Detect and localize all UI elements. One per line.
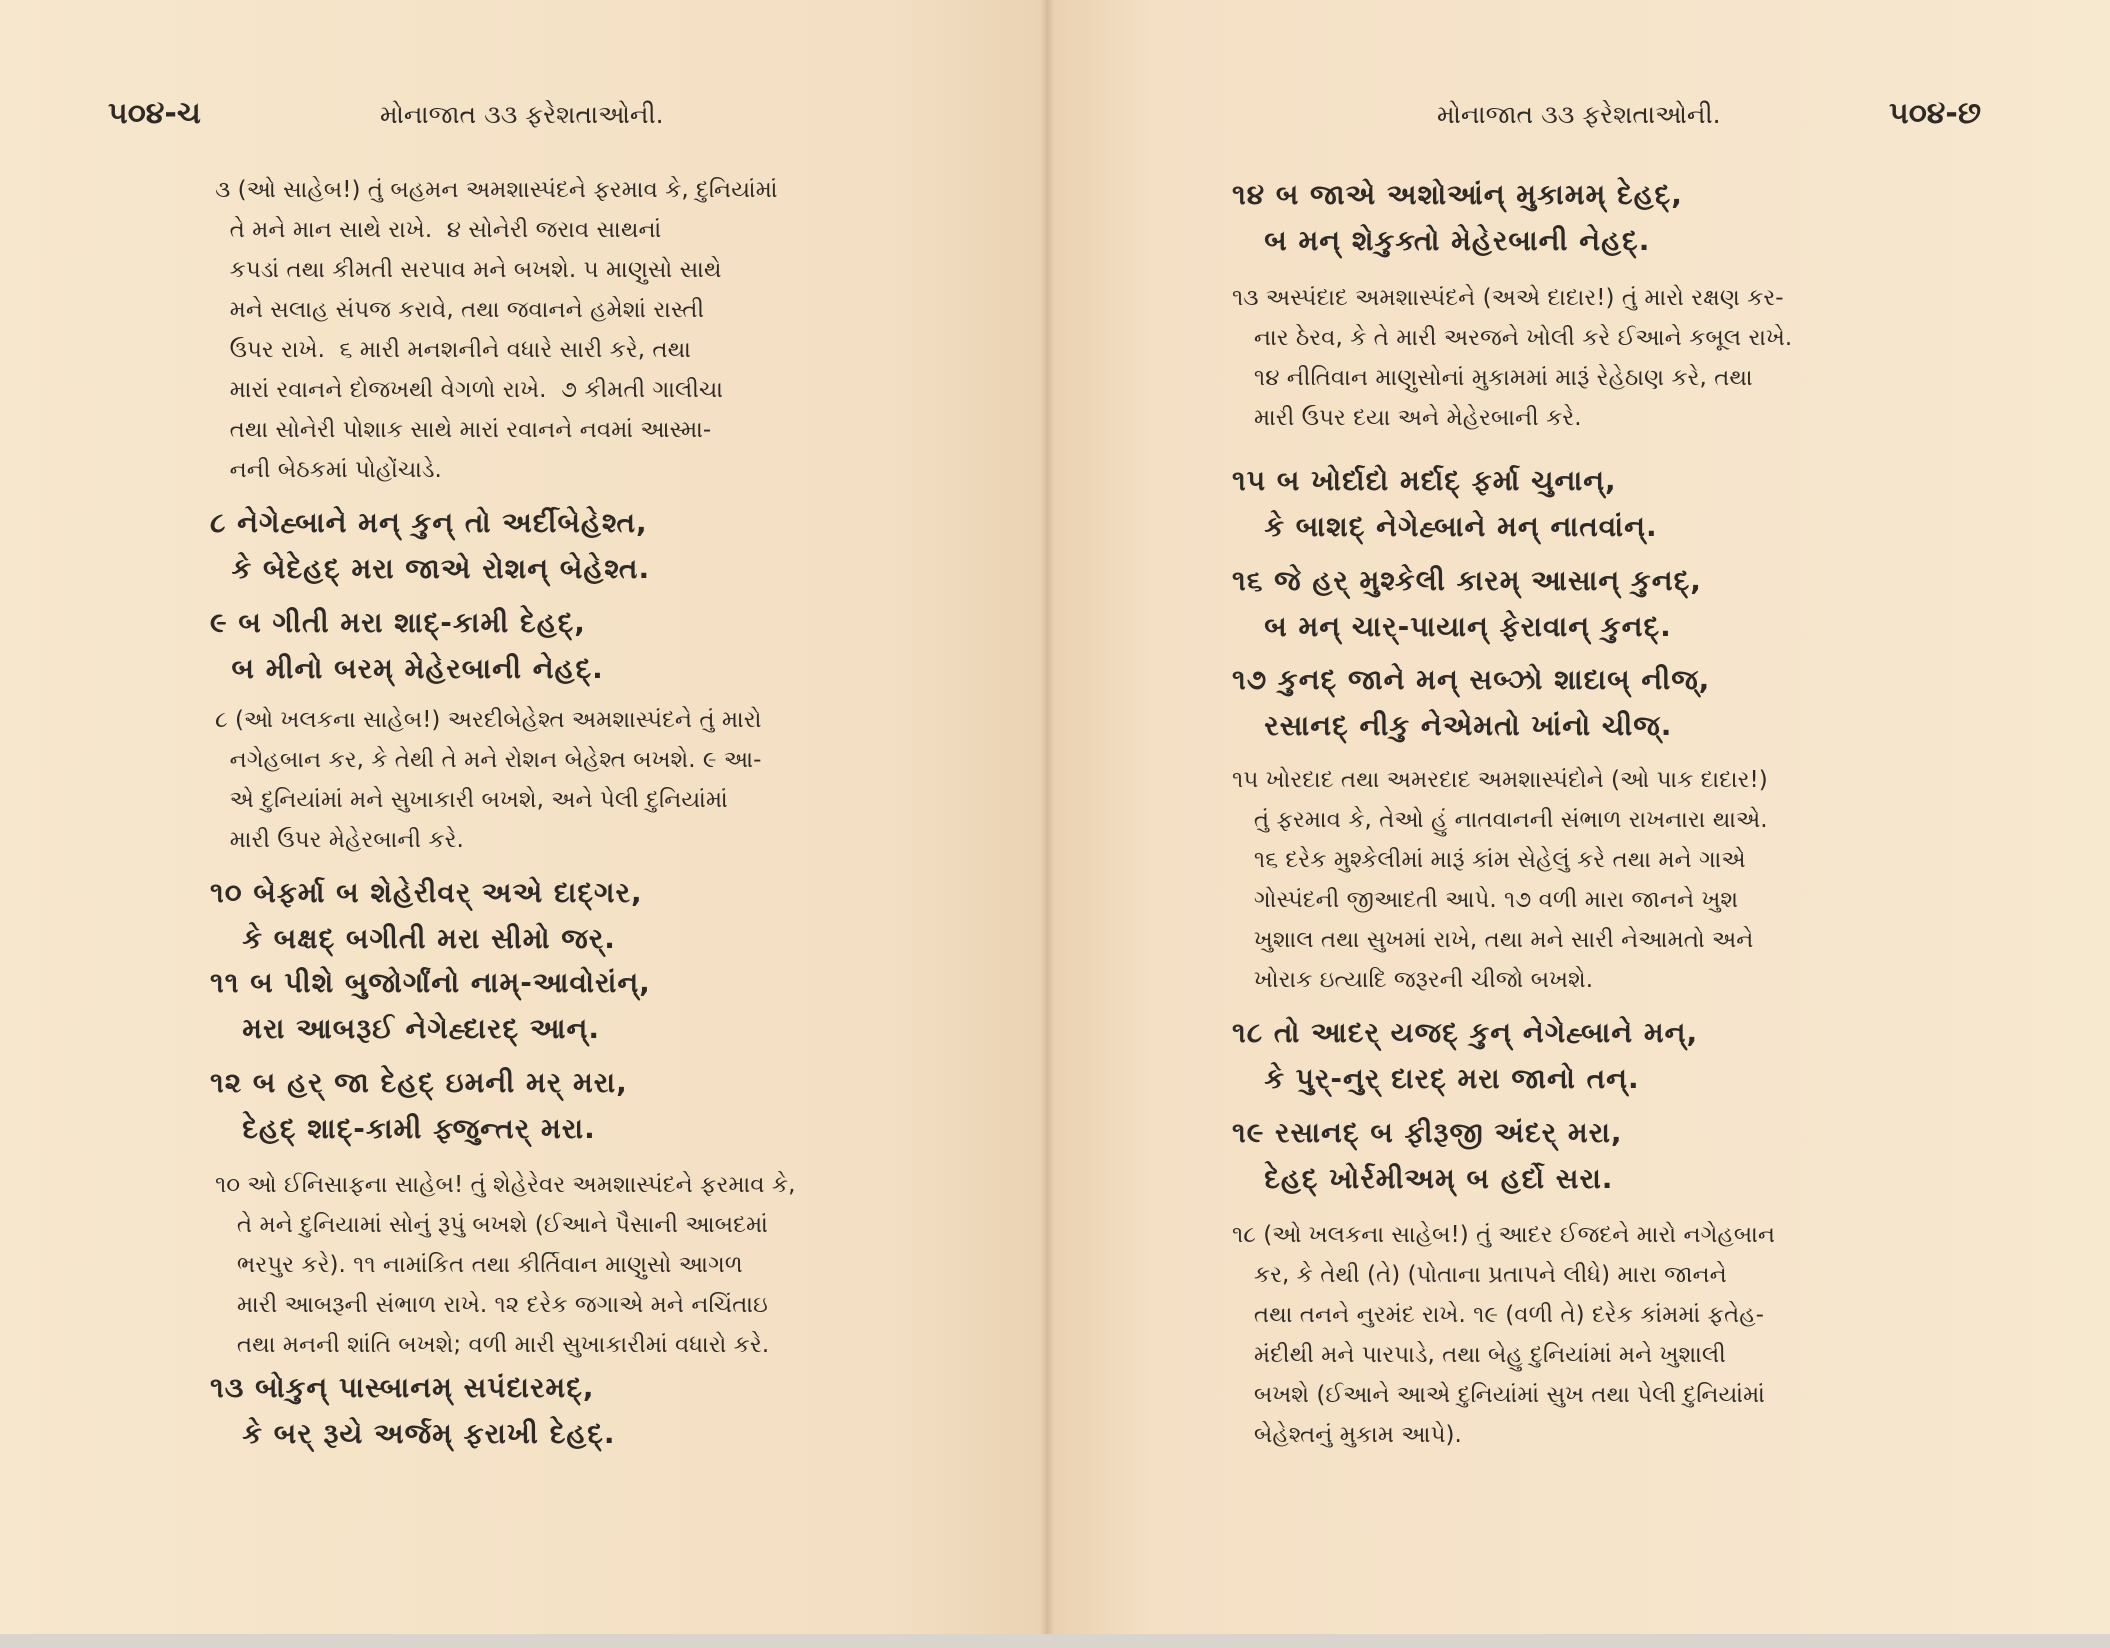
text-line: ૧૩ બોકુન્ પાસ્બાનમ્ સપંદારમદ્,: [210, 1371, 595, 1404]
text-line: દેહદ્ ખોર્રમીઅમ્ બ હર્દો સરા.: [1232, 1162, 1614, 1195]
text-line: બેહેશ્તનું મુકામ આપે).: [1232, 1422, 1462, 1448]
text-line: તથા સોનેરી પોશાક સાથે મારાં રવાનને નવમાં આસ્મા-: [215, 417, 712, 443]
prose-paragraph: [1232, 278, 1792, 438]
verse-block: [1232, 1110, 1623, 1202]
prose-paragraph: [1232, 760, 1768, 1000]
text-line: રસાનદ્ નીકુ નેએમતો ખાંનો ચીજ્.: [1232, 709, 1673, 742]
page-number: ૫૦૪-ચ: [108, 96, 201, 131]
text-line: ૧૮ તો આદર્ યજદ્ કુન્ નેગેહ્બાને મન્,: [1232, 1016, 1699, 1049]
verse-block: [210, 960, 651, 1052]
verse-block: [210, 1060, 628, 1152]
text-line: ૧૨ બ હર્ જા દેહદ્ ઇમની મર્ મરા,: [210, 1066, 628, 1099]
text-line: મરા આબરૂઈ નેગેહ્દારદ્ આન્.: [210, 1012, 601, 1045]
prose-paragraph: [215, 700, 761, 860]
text-line: નાર ઠેરવ, કે તે મારી અરજને ખોલી કરે ઈઆને કબૂલ રાખે.: [1232, 325, 1793, 351]
verse-block: [1232, 172, 1683, 264]
text-line: બ મીનો બરમ્ મેહેરબાની નેહદ્.: [210, 652, 604, 685]
text-line: મારી ઉપર મેહેરબાની કરે.: [215, 827, 464, 853]
running-header: મોનાજાત ૩૩ ફરેશતાઓની.: [1437, 100, 1721, 129]
text-line: નની બેઠકમાં પોહોંચાડે.: [215, 457, 442, 483]
running-header: મોનાજાત ૩૩ ફરેશતાઓની.: [380, 100, 664, 129]
text-line: ૧૫ બ ખોર્દાદો મર્દાદ્ ફર્મા ચુનાન્,: [1232, 464, 1617, 497]
verse-block: [1232, 1010, 1698, 1102]
text-line: ૧૩ અસ્પંદાદ અમશાસ્પંદને (અએ દાદાર!) તું મારો રક્ષણ કર-: [1232, 285, 1784, 311]
text-line: બખશે (ઈઆને આએ દુનિયાંમાં સુખ તથા પેલી દુનિયાંમાં: [1232, 1382, 1765, 1408]
text-line: મારાં રવાનને દોજખથી વેગળો રાખે. ૭ કીમતી ગાલીચા: [215, 377, 723, 403]
text-line: દેહદ્ શાદ્-કામી ફ્જુન્તર્ મરા.: [210, 1112, 596, 1145]
book-gutter: [1040, 0, 1054, 1648]
text-line: ખુશાલ તથા સુખમાં રાખે, તથા મને સારી નેઆમતો અને: [1232, 927, 1754, 953]
verse-block: [1232, 657, 1710, 749]
left-page: [0, 0, 1047, 1648]
verse-block: [1232, 558, 1702, 650]
text-line: ૩ (ઓ સાહેબ!) તું બહમન અમશાસ્પંદને ફરમાવ કે, દુનિયાંમાં: [215, 177, 778, 203]
text-line: ૧૭ કુનદ્ જાને મન્ સબ્ઝો શાદાબ્ નીજ્,: [1232, 663, 1711, 696]
text-line: બ મન્ ચાર્-પાયાન્ ફેરાવાન્ કુનદ્.: [1232, 610, 1672, 643]
text-line: ગોસ્પંદની જીઆદતી આપે. ૧૭ વળી મારા જાનને ખુશ: [1232, 887, 1739, 913]
text-line: ૮ નેગેહ્બાને મન્ કુન્ તો અર્દીબેહેશ્ત,: [210, 506, 648, 539]
text-line: મને સલાહ સંપજ કરાવે, તથા જવાનને હમેશાં રાસ્તી: [215, 297, 705, 323]
page-number: ૫૦૪-છ: [1889, 96, 1982, 131]
prose-paragraph: [215, 1165, 795, 1365]
text-line: કે બક્ષદ્ બગીતી મરા સીમો જર્.: [210, 922, 616, 955]
text-line: મંદીથી મને પારપાડે, તથા બેહુ દુનિયાંમાં મને ખુશાલી: [1232, 1342, 1726, 1368]
text-line: કે બાશદ્ નેગેહ્બાને મન્ નાતવાંન્.: [1232, 510, 1658, 543]
text-line: ૯ બ ગીતી મરા શાદ્-કામી દેહદ્,: [210, 606, 586, 639]
text-line: ૧૯ રસાનદ્ બ ફીરૂજી અંદર્ મરા,: [1232, 1116, 1623, 1149]
text-line: કે બેદેહદ્ મરા જાએ રોશન્ બેહેશ્ત.: [210, 552, 651, 585]
text-line: ભરપુર કરે). ૧૧ નામાંકિત તથા કીર્તિવાન માણુસો આગળ: [215, 1252, 743, 1278]
text-line: ૧૦ ઓ ઈનિસાફના સાહેબ! તું શેહેરેવર અમશાસ્પંદને ફરમાવ કે,: [215, 1172, 796, 1198]
text-line: તથા મનની શાંતિ બખશે; વળી મારી સુખાકારીમાં વધારો કરે.: [215, 1332, 770, 1358]
text-line: ૮ (ઓ ખલકના સાહેબ!) અરદીબેહેશ્ત અમશાસ્પંદને તું મારો: [215, 707, 762, 733]
verse-block: [210, 1365, 616, 1457]
text-line: નગેહબાન કર, કે તેથી તે મને રોશન બેહેશ્ત બખશે. ૯ આ-: [215, 747, 762, 773]
verse-block: [210, 600, 604, 692]
text-line: ૧૬ જે હર્ મુશ્કેલી કારમ્ આસાન્ કુનદ્,: [1232, 564, 1702, 597]
text-line: ૧૪ નીતિવાન માણુસોનાં મુકામમાં મારૂં રેહેઠાણ કરે, તથા: [1232, 365, 1753, 391]
text-line: તથા તનને નુરમંદ રાખે. ૧૯ (વળી તે) દરેક કાંમમાં ફતેહ-: [1232, 1302, 1764, 1328]
text-line: એ દુનિયાંમાં મને સુખાકારી બખશે, અને પેલી દુનિયાંમાં: [215, 787, 728, 813]
text-line: ૧૫ ખોરદાદ તથા અમરદાદ અમશાસ્પંદોને (ઓ પાક દાદાર!): [1232, 767, 1768, 793]
text-line: કપડાં તથા કીમતી સરપાવ મને બખશે. ૫ માણુસો સાથે: [215, 257, 722, 283]
right-page: [1047, 0, 2110, 1648]
verse-block: [210, 870, 643, 962]
verse-block: [1232, 458, 1658, 550]
prose-paragraph: [215, 170, 778, 490]
text-line: ખોરાક ઇત્યાદિ જરૂરની ચીજો બખશે.: [1232, 967, 1594, 993]
text-line: કે બર્ રૂયે અર્જમ્ ફરાખી દેહદ્.: [210, 1417, 616, 1450]
text-line: મારી ઉપર દયા અને મેહેરબાની કરે.: [1232, 405, 1582, 431]
text-line: તે મને દુનિયામાં સોનું રૂપું બખશે (ઈઆને પૈસાની આબદમાં: [215, 1212, 768, 1238]
text-line: ૧૮ (ઓ ખલકના સાહેબ!) તું આદર ઈજદને મારો નગેહબાન: [1232, 1222, 1776, 1248]
prose-paragraph: [1232, 1215, 1775, 1455]
scan-edge: [0, 1634, 2110, 1648]
text-line: ૧૧ બ પીશે બુજોર્ગાંનો નામ્-આવોરાંન્,: [210, 966, 651, 999]
text-line: મારી આબરૂની સંભાળ રાખે. ૧૨ દરેક જગાએ મને નચિંતાઇ: [215, 1292, 768, 1318]
text-line: ૧૪ બ જાએ અશોઆંન્ મુકામમ્ દેહદ્,: [1232, 178, 1683, 211]
verse-block: [210, 500, 650, 592]
text-line: કે પુર્-નુર્ દારદ્ મરા જાનો તન્.: [1232, 1062, 1640, 1095]
text-line: તું ફરમાવ કે, તેઓ હું નાતવાનની સંભાળ રાખનારા થાએ.: [1232, 807, 1768, 833]
text-line: બ મન્ શેકુક્તો મેહેરબાની નેહદ્.: [1232, 224, 1651, 257]
text-line: ૧૬ દરેક મુશ્કેલીમાં મારૂં કાંમ સેહેલું કરે તથા મને ગાએ: [1232, 847, 1746, 873]
text-line: ઉપર રાખે. ૬ મારી મનશનીને વધારે સારી કરે, તથા: [215, 337, 691, 363]
text-line: ૧૦ બેફર્મા બ શેહેરીવર્ અએ દાદ્ગર,: [210, 876, 643, 909]
text-line: કર, કે તેથી (તે) (પોતાના પ્રતાપને લીધે) મારા જાનને: [1232, 1262, 1727, 1288]
text-line: તે મને માન સાથે રાખે. ૪ સોનેરી જરાવ સાથનાં: [215, 217, 662, 243]
